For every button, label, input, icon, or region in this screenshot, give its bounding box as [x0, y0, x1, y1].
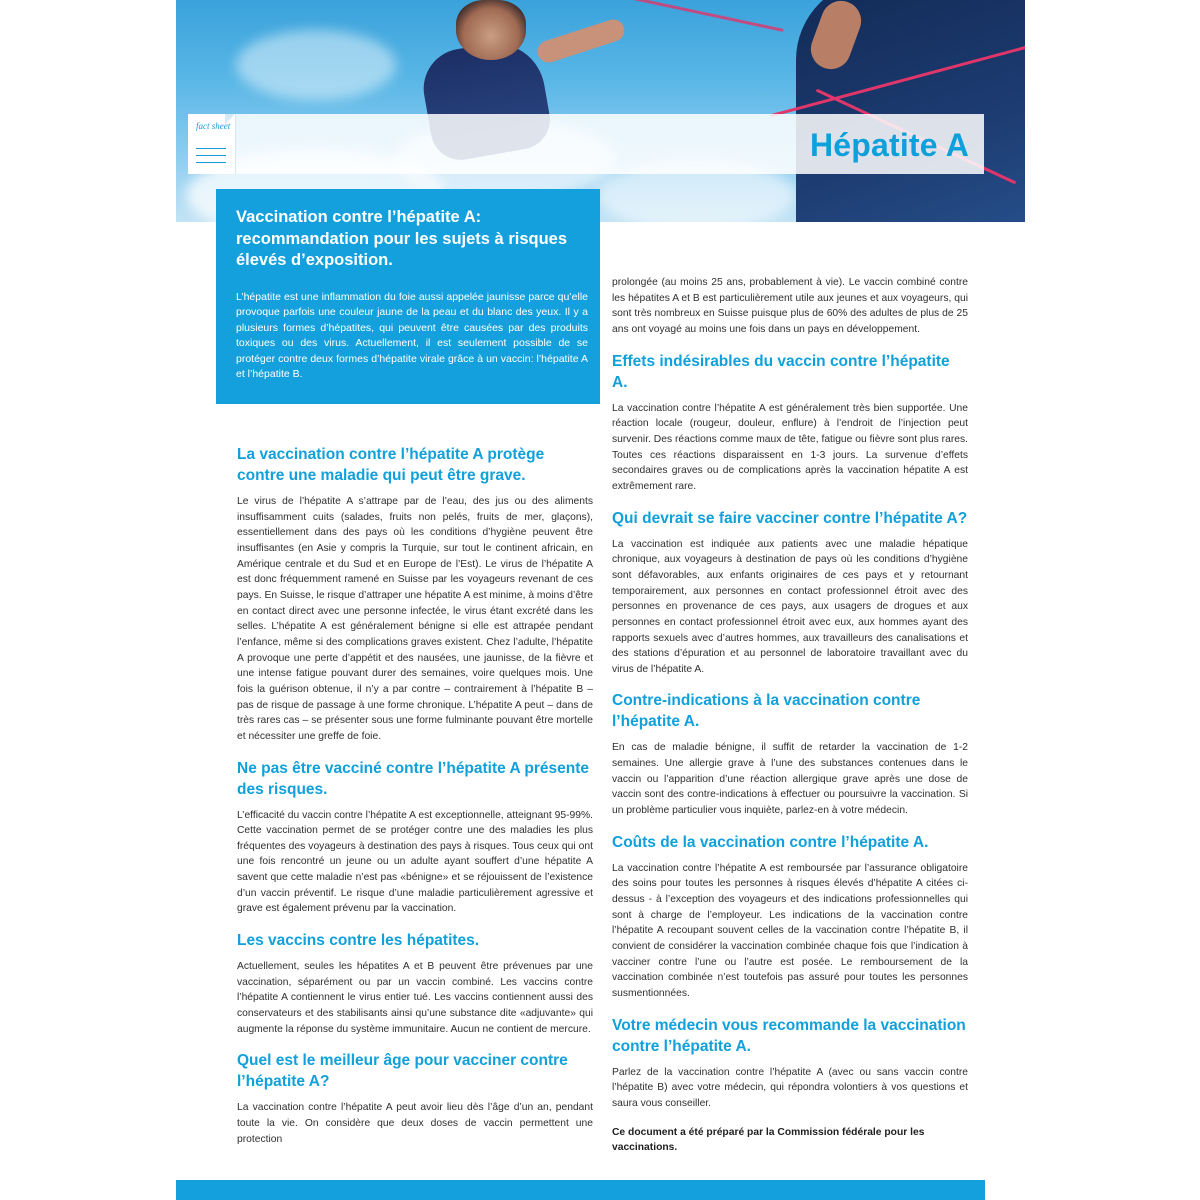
intro-text: L’hépatite est une inflammation du foie aussi appelée jaunisse parce qu’elle provoque parfois une couleur jaune de la peau et du blanc des yeux. Il y a plusieurs formes d’hépatites, qui peuvent être causées par des produits toxiques ou des virus. Actuellement, il est seulement possible de se protéger contre deux formes d’hépatite virale grâce à un vaccin: l’hépatite A et l’hépatite B. [236, 290, 588, 381]
bottom-bar [176, 1180, 985, 1200]
section-text: La vaccination contre l’hépatite A est remboursée par l’assurance obligatoire des soins pour toutes les personnes à risques élevés d’hépatite A citées ci-dessus - à l’exception des voyageurs et des indications professionnelles qui sont à charge de l’employeur. Les indications de la vaccination contre l’hépatite A recoupant souvent celles de la vaccination contre l’hépatite B, il convient de considérer la vaccination combinée chaque fois que l’indication à vacciner contre l’une ou l’autre est posée. Le remboursement de la vaccination combinée n’est toutefois pas assuré pour toutes les personnes susmentionnées. [612, 862, 968, 999]
section-heading: Ne pas être vacciné contre l’hépatite A présente des risques. [237, 759, 590, 798]
intro-box [216, 189, 600, 404]
section-text: La vaccination contre l’hépatite A peut avoir lieu dès l’âge d’un an, pendant toute la vie. On considère que deux doses de vaccin permettent une protection [237, 1102, 593, 1145]
section-text: L’efficacité du vaccin contre l’hépatite A est exceptionnelle, atteignant 95-99%. Cette vaccination permet de se protéger contre une des maladies les plus fréquentes des voyageurs à destination des pays à risques. Tous ceux qui ont une fois rencontré un jeune ou un adulte ayant souffert d’une hépatite A savent que cette maladie n’est pas «bénigne» et se réjouissent de l’existence d’un vaccin préventif. Le risque d’une maladie particulièrement agressive et grave est également prévenu par la vaccination. [237, 809, 593, 915]
left-column [237, 444, 593, 1160]
section-heading: Qui devrait se faire vacciner contre l’hépatite A? [612, 509, 968, 527]
section-heading: Les vaccins contre les hépatites. [237, 932, 480, 950]
section-text: Actuellement, seules les hépatites A et B peuvent être prévenues par une vaccination, séparément ou par un vaccin combiné. Les vaccins contre l’hépatite A contiennent le virus entier tué. Les vaccins contiennent aussi des conservateurs et des stabilisants ainsi qu’une substance dite «adjuvante» qui augmente la réponse du système immunitaire. Aucun ne contient de mercure. [237, 961, 593, 1035]
section-text: Le virus de l’hépatite A s’attrape par de l’eau, des jus ou des aliments insuffisamment cuits (salades, fruits non pelés, fruits de mer, glaçons), essentiellement dans des pays où les conditions d’hygiène peuvent être insuffisantes (en Asie y compris la Turquie, sur tout le continent africain, en Amérique centrale et du Sud et en Europe de l’Est). Le virus de l’hépatite A est donc fréquemment ramené en Suisse par les voyageurs revenant de ces pays. En Suisse, le risque d’attraper une hépatite A est minime, à moins d’être en contact direct avec une personne infectée, le virus étant excrété dans les selles. L’hépatite A est généralement bénigne si elle est attrapée pendant l’enfance, même si des complications graves existent. Chez l’adulte, l’hépatite A provoque une perte d’appétit et des nausées, une jaunisse, de la fièvre et une intense fatigue pouvant durer des semaines, voire quelques mois. Une fois la guérison obtenue, il n’y a par contre – contrairement à l’hépatite B – pas de risque de passage à une forme chronique. L’hépatite A peut – dans de très rares cas – se présenter sous une forme fulminante pouvant être mortelle et nécessiter une greffe de foie. [237, 496, 594, 742]
section-text: Parlez de la vaccination contre l’hépatite A (avec ou sans vaccin contre l’hépatite B) avec votre médecin, qui répondra volontiers à vos questions et saura vous conseiller. [612, 1066, 968, 1109]
section-text: La vaccination est indiquée aux patients avec une maladie hépatique chronique, aux voyageurs à destination de pays où les conditions d’hygiène sont défavorables, aux enfants originaires de ces pays et y retournant temporairement, aux personnes en contact professionnel étroit avec des personnes en provenance de ces pays, aux usagers de drogues et aux personnes en contact professionnel étroit avec eux, aux hommes ayant des rapports sexuels avec d’autres hommes, aux travailleurs des canalisations et des stations d’épuration et au personnel de laboratoire travaillant avec du virus de l’hépatite A. [612, 538, 968, 675]
section-heading: Coûts de la vaccination contre l’hépatite A. [612, 833, 929, 851]
section-heading: Contre-indications à la vaccination contre l’hépatite A. [612, 692, 921, 731]
right-column [612, 275, 968, 1169]
section-heading: Effets indésirables du vaccin contre l’hépatite A. [612, 352, 950, 391]
fact-sheet-label: fact sheet [196, 121, 231, 131]
continuation-text: prolongée (au moins 25 ans, probablement à vie). Le vaccin combiné contre les hépatites A et B est particulièrement utile aux jeunes et aux voyageurs, qui sont très nombreux en Suisse puisque plus de 60% des adultes de plus de 25 ans ont voyagé au moins une fois dans un pays en développement. [612, 277, 968, 335]
section-text: En cas de maladie bénigne, il suffit de retarder la vaccination de 1-2 semaines. Une allergie grave à l’une des substances contenues dans le vaccin ou l’apparition d’une réaction allergique grave après une dose de vaccin sont des contre-indications à effectuer ou poursuivre la vaccination. Si un problème particulier vous inquiète, parlez-en à votre médecin. [612, 742, 968, 817]
signoff-text: Ce document a été préparé par la Commission fédérale pour les vaccinations. [612, 1126, 925, 1154]
fact-sheet-icon [188, 114, 236, 174]
section-heading: Votre médecin vous recommande la vaccination contre l’hépatite A. [612, 1016, 966, 1055]
document-page [176, 0, 1025, 1200]
section-text: La vaccination contre l’hépatite A est généralement très bien supportée. Une réaction locale (rougeur, douleur, enflure) à l’endroit de l’injection peut survenir. Des réactions comme maux de tête, fatigue ou fièvre sont plus rares. Toutes ces réactions disparaissent en 1-3 jours. La survenue d’effets secondaires graves ou de complications après la vaccination hépatite A est extrêmement rare. [612, 402, 968, 492]
section-heading: Quel est le meilleur âge pour vacciner contre l’hépatite A? [237, 1052, 568, 1091]
section-heading: La vaccination contre l’hépatite A protège contre une maladie qui peut être grave. [237, 446, 545, 484]
page-title: Hépatite A [809, 127, 969, 163]
intro-title: Vaccination contre l’hépatite A: recommandation pour les sujets à risques élevés d’exposition. [236, 208, 568, 269]
